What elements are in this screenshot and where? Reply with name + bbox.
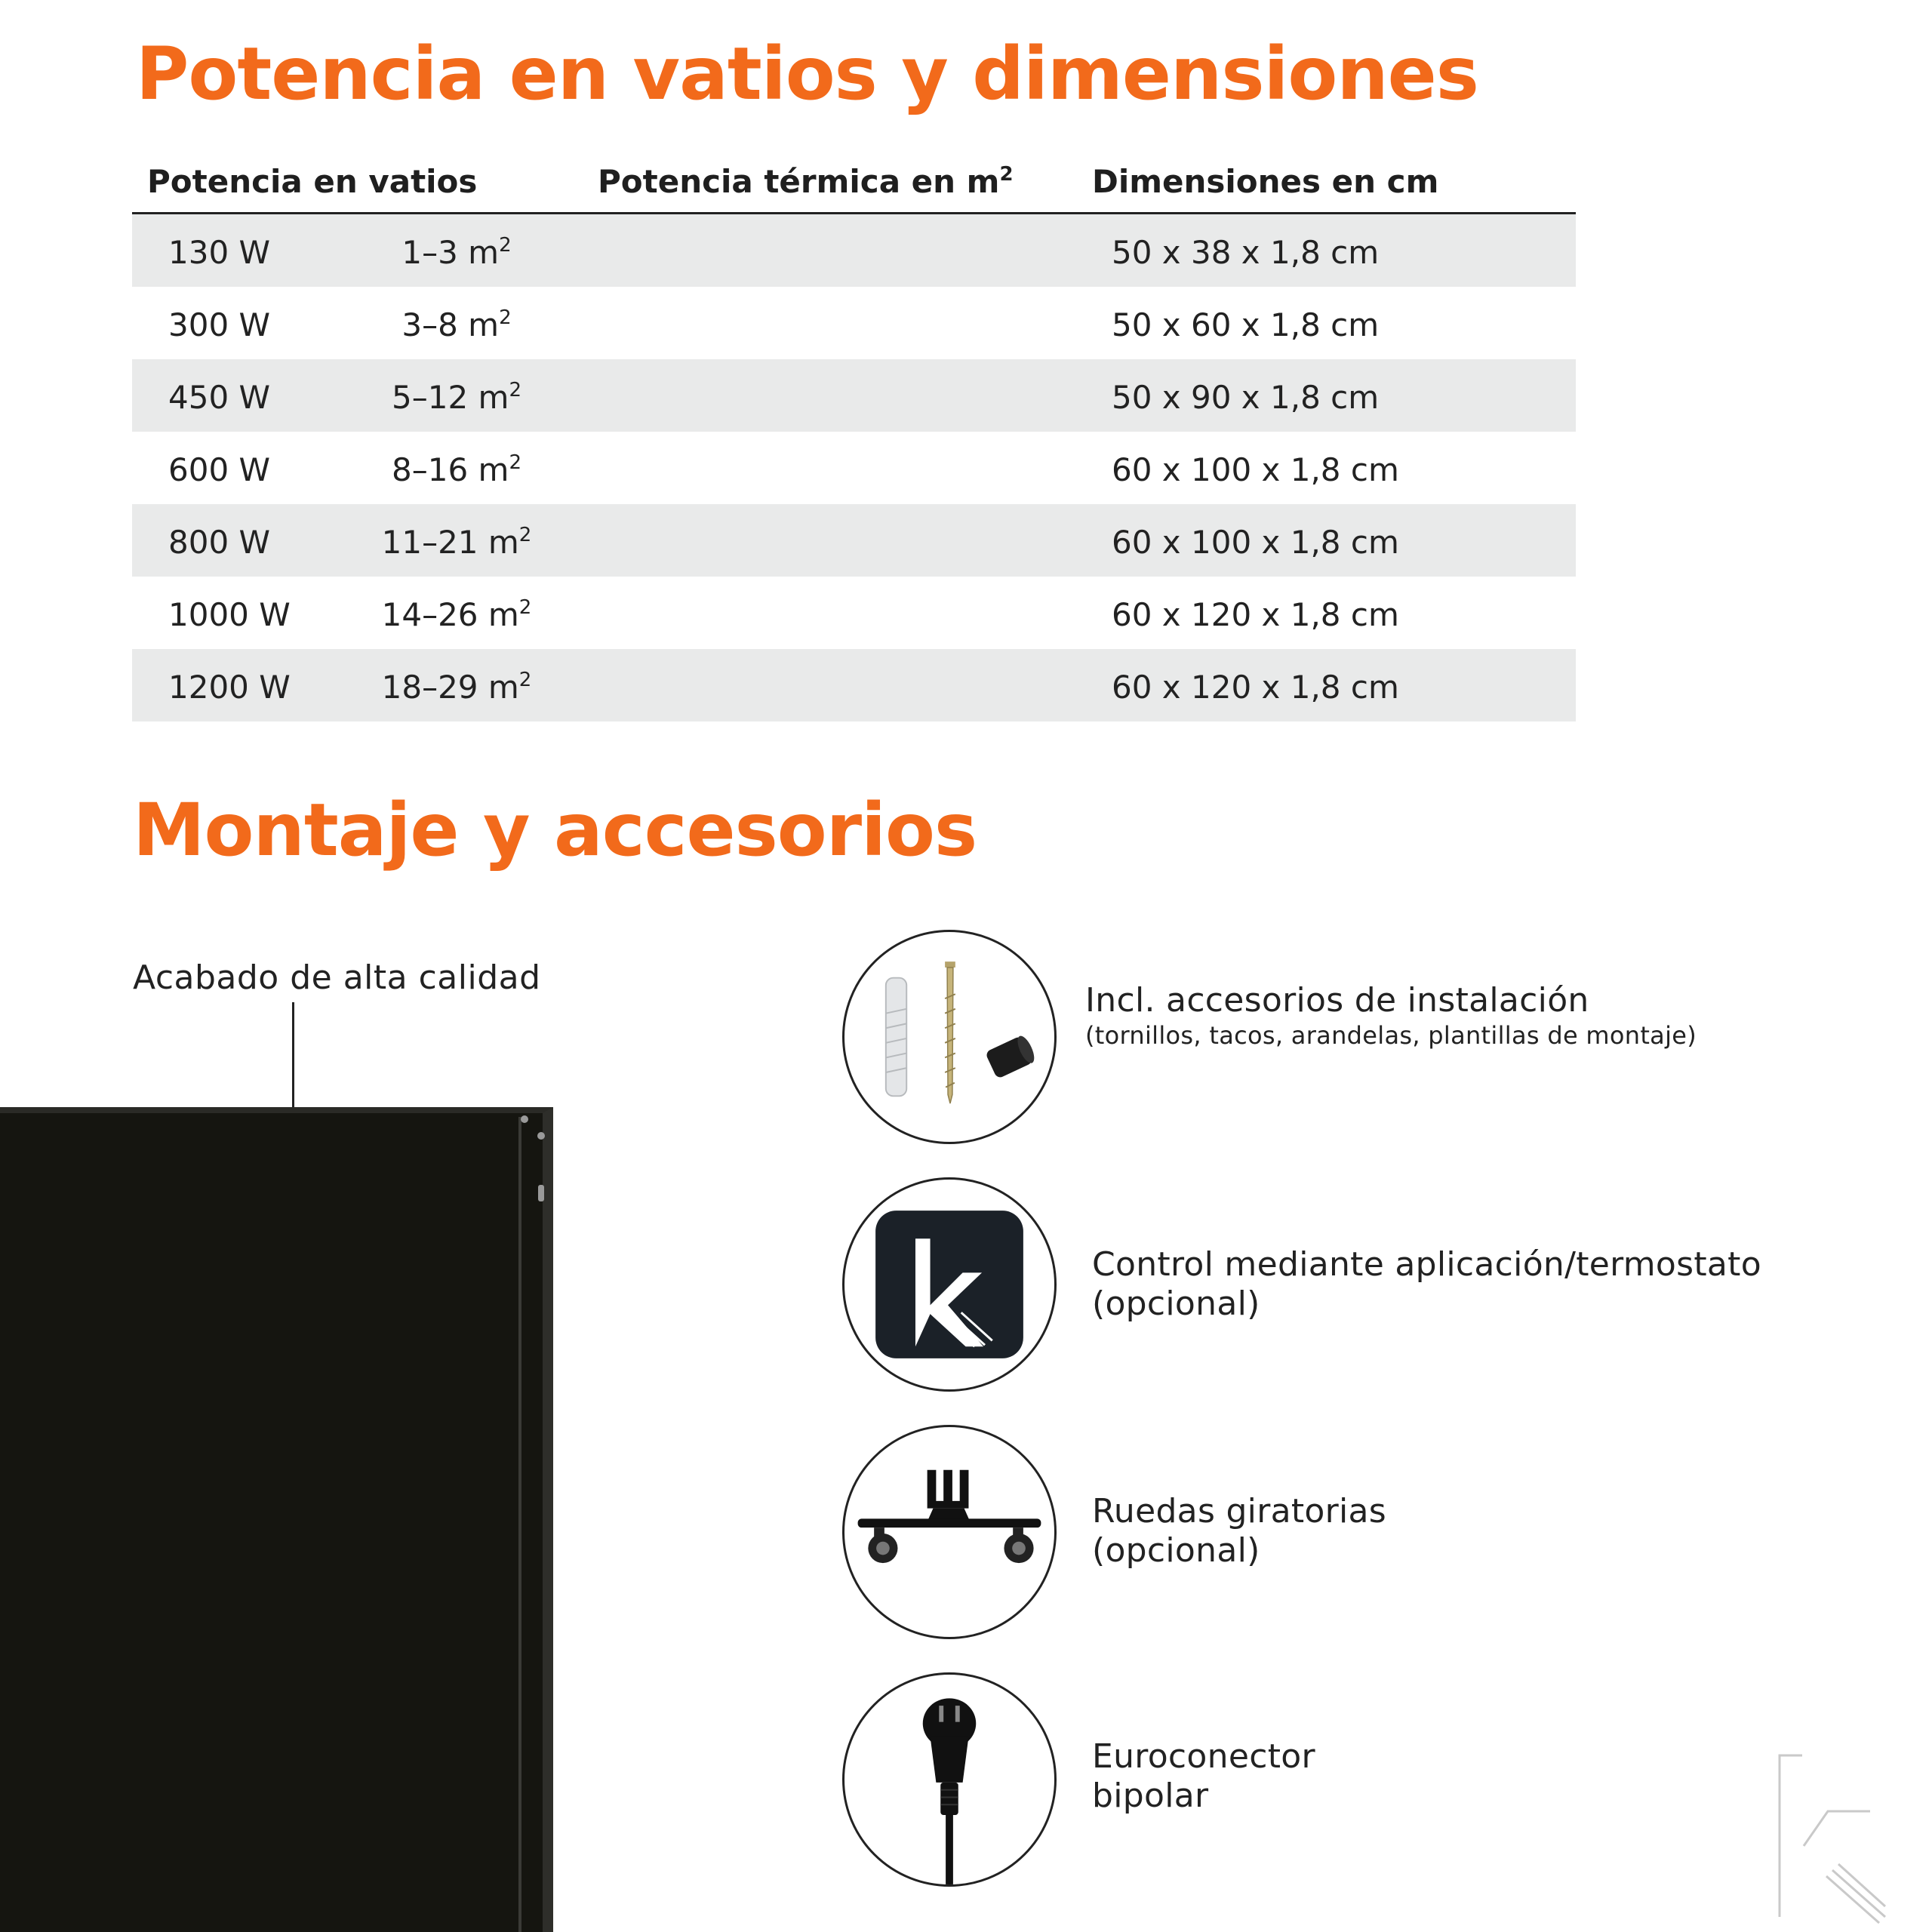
panel-bracket [538, 1185, 544, 1201]
table-row [132, 504, 1576, 577]
cell-dimensions: 60 x 120 x 1,8 cm [1112, 596, 1399, 633]
panel-screw [537, 1132, 545, 1140]
cell-dimensions: 60 x 100 x 1,8 cm [1112, 451, 1399, 488]
screw-dowel-icon [844, 932, 1054, 1142]
cell-power: 300 W [168, 306, 271, 343]
table-row [132, 214, 1576, 287]
table-row [132, 577, 1576, 649]
header-dimensions: Dimensiones en cm [1092, 163, 1439, 200]
cell-area: 11–21 $m^2$ [381, 524, 532, 561]
cell-power: 1000 W [168, 596, 291, 633]
panel-finish-label: Acabado de alta calidad [133, 958, 541, 997]
caster-wheels-icon [844, 1427, 1054, 1637]
app-icon-circle [842, 1177, 1057, 1392]
euro-plug-icon [844, 1675, 1054, 1884]
cell-dimensions: 60 x 100 x 1,8 cm [1112, 524, 1399, 561]
cell-area: 1–3 $m^2$ [401, 234, 512, 271]
header-thermal: Potencia térmica en $m^2$ [598, 163, 1014, 200]
cell-power: 130 W [168, 234, 271, 271]
label-leader-line [292, 1002, 294, 1108]
plug-icon-circle [842, 1672, 1057, 1887]
app-k-icon [844, 1180, 1054, 1389]
cell-power: 450 W [168, 379, 271, 416]
table-row [132, 359, 1576, 432]
cell-area: 8–16 $m^2$ [392, 451, 521, 488]
cell-area: 18–29 $m^2$ [381, 669, 532, 706]
table-header [132, 158, 1576, 214]
section-title-power: Potencia en vatios y dimensiones [136, 32, 1478, 116]
wheels-icon-circle [842, 1425, 1057, 1639]
cell-area: 5–12 $m^2$ [392, 379, 521, 416]
feature-wheels: Ruedas giratorias (opcional) [1092, 1492, 1387, 1570]
table-row [132, 649, 1576, 721]
cell-dimensions: 50 x 38 x 1,8 cm [1112, 234, 1380, 271]
panel-screw [521, 1115, 528, 1123]
brand-logo-watermark [1774, 1751, 1887, 1924]
table-row [132, 287, 1576, 359]
feature-app-control: Control mediante aplicación/termostato (opcional) [1092, 1245, 1761, 1323]
cell-power: 600 W [168, 451, 271, 488]
cell-power: 1200 W [168, 669, 291, 706]
section-title-mounting: Montaje y accesorios [133, 788, 977, 872]
cell-area: 3–8 $m^2$ [401, 306, 512, 343]
cell-dimensions: 60 x 120 x 1,8 cm [1112, 669, 1399, 706]
cell-area: 14–26 $m^2$ [381, 596, 532, 633]
cell-dimensions: 50 x 60 x 1,8 cm [1112, 306, 1380, 343]
table-row [132, 432, 1576, 504]
feature-accessories: Incl. accesorios de instalación (tornillos, tacos, arandelas, plantillas de montaje) [1085, 981, 1697, 1050]
panel-edge [518, 1117, 521, 1932]
accessories-icon-circle [842, 930, 1057, 1144]
heater-panel-image [0, 1107, 553, 1932]
header-power: Potencia en vatios [147, 163, 478, 200]
feature-plug: Euroconector bipolar [1092, 1737, 1315, 1815]
specs-table [132, 158, 1576, 721]
cell-power: 800 W [168, 524, 271, 561]
cell-dimensions: 50 x 90 x 1,8 cm [1112, 379, 1380, 416]
